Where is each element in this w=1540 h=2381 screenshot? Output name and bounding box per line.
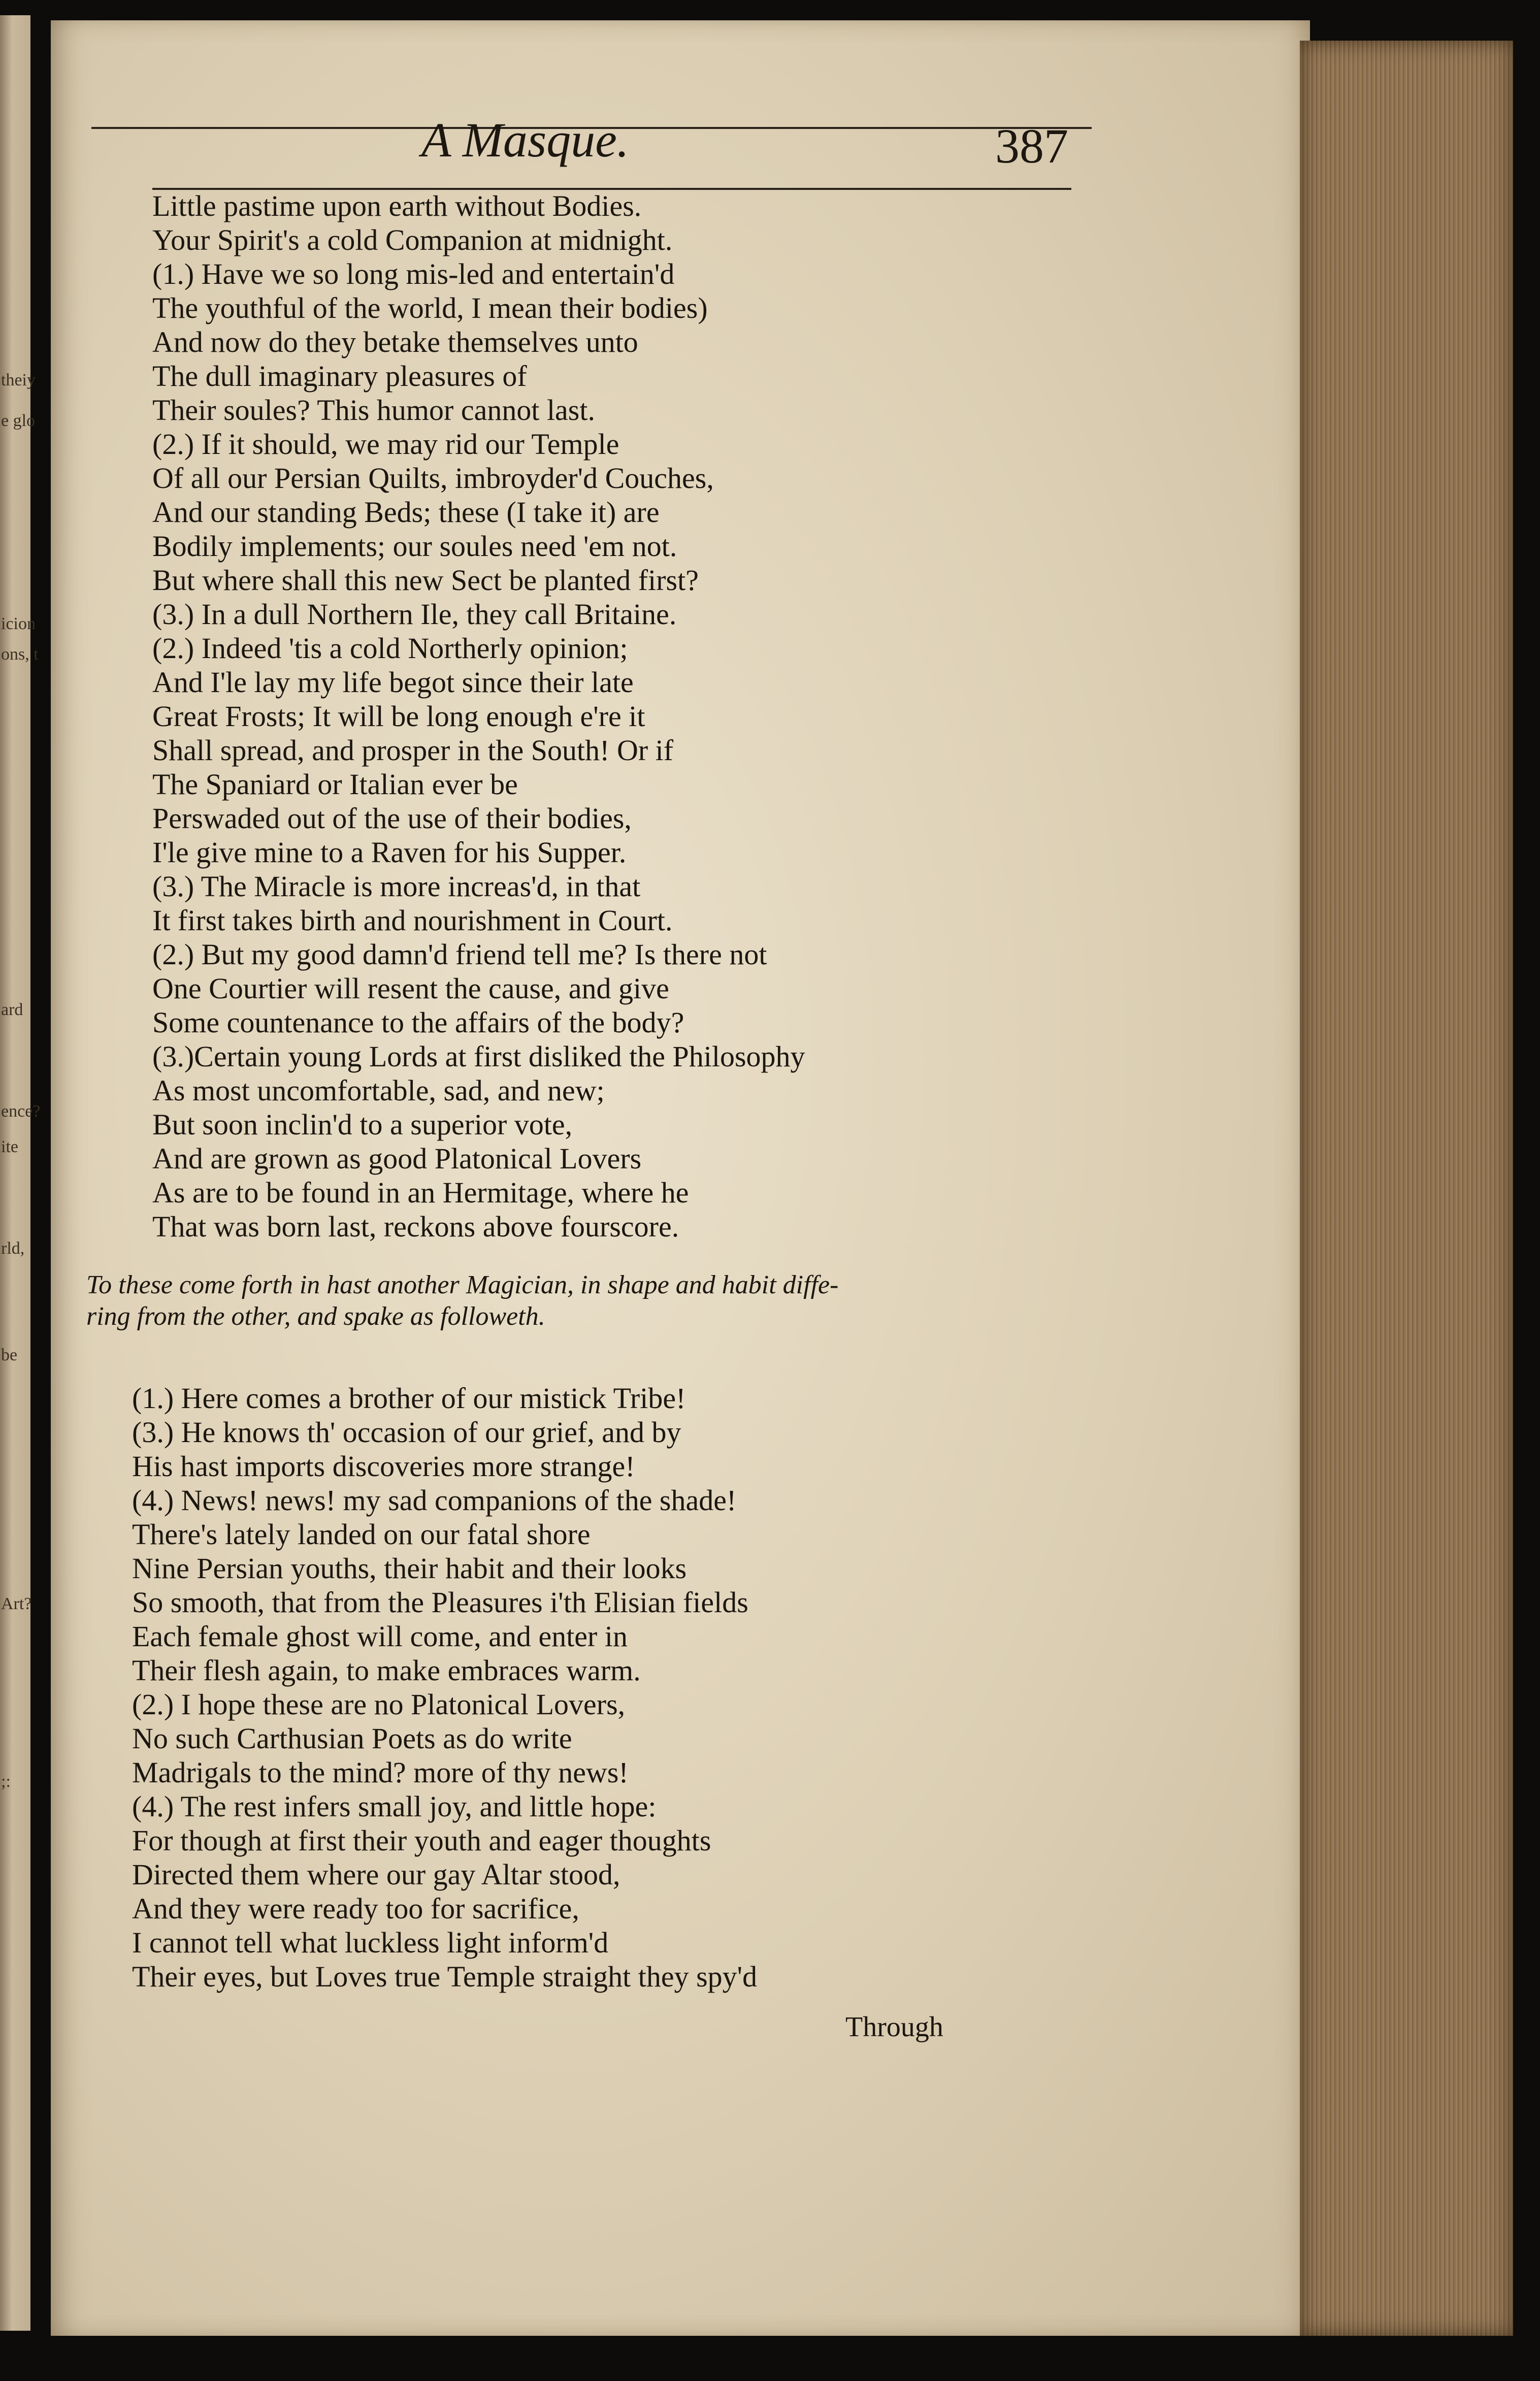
fore-edge	[1300, 41, 1513, 2336]
verse-line: And our standing Beds; these (I take it) are	[152, 496, 660, 529]
verse-line: As most uncomfortable, sad, and new;	[152, 1074, 605, 1107]
verse-line: (3.) The Miracle is more increas'd, in that	[152, 870, 641, 903]
verse-line: Your Spirit's a cold Companion at midnight.	[152, 223, 673, 256]
verse-line: There's lately landed on our fatal shore	[132, 1518, 591, 1551]
verse-line: I cannot tell what luckless light inform'd	[132, 1926, 609, 1959]
facing-page-edge	[0, 15, 41, 2331]
facing-text-fragment: ard	[1, 1000, 23, 1019]
verse-line: (2.) If it should, we may rid our Temple	[152, 428, 619, 461]
verse-line: The Spaniard or Italian ever be	[152, 768, 518, 801]
verse-line: And they were ready too for sacrifice,	[132, 1892, 579, 1925]
verse-line: Shall spread, and prosper in the South! Or if	[152, 734, 674, 767]
verse-line: (4.) The rest infers small joy, and little hope:	[132, 1790, 657, 1823]
verse-line: Madrigals to the mind? more of thy news!	[132, 1756, 629, 1789]
verse-line: So smooth, that from the Pleasures i'th Elisian fields	[132, 1586, 748, 1619]
verse-line: The dull imaginary pleasures of	[152, 360, 527, 393]
verse-line: The youthful of the world, I mean their bodies)	[152, 291, 708, 324]
page-number: 387	[995, 119, 1068, 173]
verse-block-top	[152, 189, 805, 1244]
verse-line: (3.) In a dull Northern Ile, they call Britaine.	[152, 598, 677, 631]
verse-line: Great Frosts; It will be long enough e're it	[152, 700, 645, 733]
catchword: Through	[845, 2011, 943, 2043]
facing-text-fragment: be	[1, 1346, 18, 1364]
verse-line: As are to be found in an Hermitage, where he	[152, 1176, 689, 1209]
facing-text-fragment: theiy	[1, 371, 36, 389]
verse-line: (3.) He knows th' occasion of our grief, and by	[132, 1416, 681, 1449]
verse-block-bottom	[132, 1381, 757, 1994]
verse-line: No such Carthusian Poets as do write	[132, 1722, 572, 1755]
verse-line: One Courtier will resent the cause, and give	[152, 972, 669, 1005]
verse-line: I'le give mine to a Raven for his Supper.	[152, 836, 627, 869]
stage-direction-line: To these come forth in hast another Magician, in shape and habit diffe-	[86, 1270, 839, 1299]
verse-line: His hast imports discoveries more strange!	[132, 1450, 635, 1483]
verse-line: But where shall this new Sect be planted first?	[152, 564, 699, 597]
verse-line: But soon inclin'd to a superior vote,	[152, 1108, 573, 1141]
facing-text-fragment: Art?	[1, 1594, 32, 1613]
verse-line: (4.) News! news! my sad companions of the shade!	[132, 1484, 737, 1517]
verse-line: Their flesh again, to make embraces warm.	[132, 1654, 641, 1687]
verse-line: Each female ghost will come, and enter in	[132, 1620, 628, 1653]
facing-text-fragment: icion	[1, 614, 36, 633]
verse-line: Their soules? This humor cannot last.	[152, 394, 595, 427]
verse-line: That was born last, reckons above fourscore.	[152, 1210, 679, 1243]
facing-text-fragment: rld,	[1, 1239, 25, 1258]
verse-line: Some countenance to the affairs of the body?	[152, 1006, 684, 1039]
verse-line: (3.)Certain young Lords at first disliked the Philosophy	[152, 1040, 805, 1073]
verse-line: And now do they betake themselves unto	[152, 325, 638, 358]
stage-direction	[86, 1269, 838, 1332]
facing-text-fragment: ons, t	[1, 645, 39, 664]
facing-text-fragment: ;:	[1, 1772, 11, 1791]
verse-line: Directed them where our gay Altar stood,	[132, 1858, 620, 1891]
verse-line: Of all our Persian Quilts, imbroyder'd Couches,	[152, 462, 714, 495]
verse-line: Nine Persian youths, their habit and their looks	[132, 1552, 687, 1585]
verse-line: It first takes birth and nourishment in Court.	[152, 904, 673, 937]
facing-text-fragment: ite	[1, 1137, 18, 1156]
verse-line: And I'le lay my life begot since their late	[152, 666, 634, 699]
verse-line: Their eyes, but Loves true Temple straight they spy'd	[132, 1960, 758, 1993]
verse-line: (1.) Here comes a brother of our mistick Tribe!	[132, 1382, 686, 1415]
verse-line: Little pastime upon earth without Bodies.	[152, 189, 642, 222]
stage-direction-line: ring from the other, and spake as followeth.	[86, 1302, 545, 1331]
verse-line: (2.) I hope these are no Platonical Lovers,	[132, 1688, 626, 1721]
verse-line: And are grown as good Platonical Lovers	[152, 1142, 642, 1175]
verse-line: (2.) Indeed 'tis a cold Northerly opinion;	[152, 632, 628, 665]
facing-text-fragment: e glo	[1, 411, 36, 430]
verse-line: Bodily implements; our soules need 'em not.	[152, 530, 677, 563]
running-head: A Masque.	[421, 113, 629, 167]
verse-line: (2.) But my good damn'd friend tell me? Is there not	[152, 938, 767, 971]
verse-line: For though at first their youth and eager thoughts	[132, 1824, 711, 1857]
facing-text-fragment: ence?	[1, 1102, 41, 1121]
verse-line: Perswaded out of the use of their bodies,	[152, 802, 632, 835]
verse-line: (1.) Have we so long mis-led and entertain'd	[152, 257, 675, 290]
